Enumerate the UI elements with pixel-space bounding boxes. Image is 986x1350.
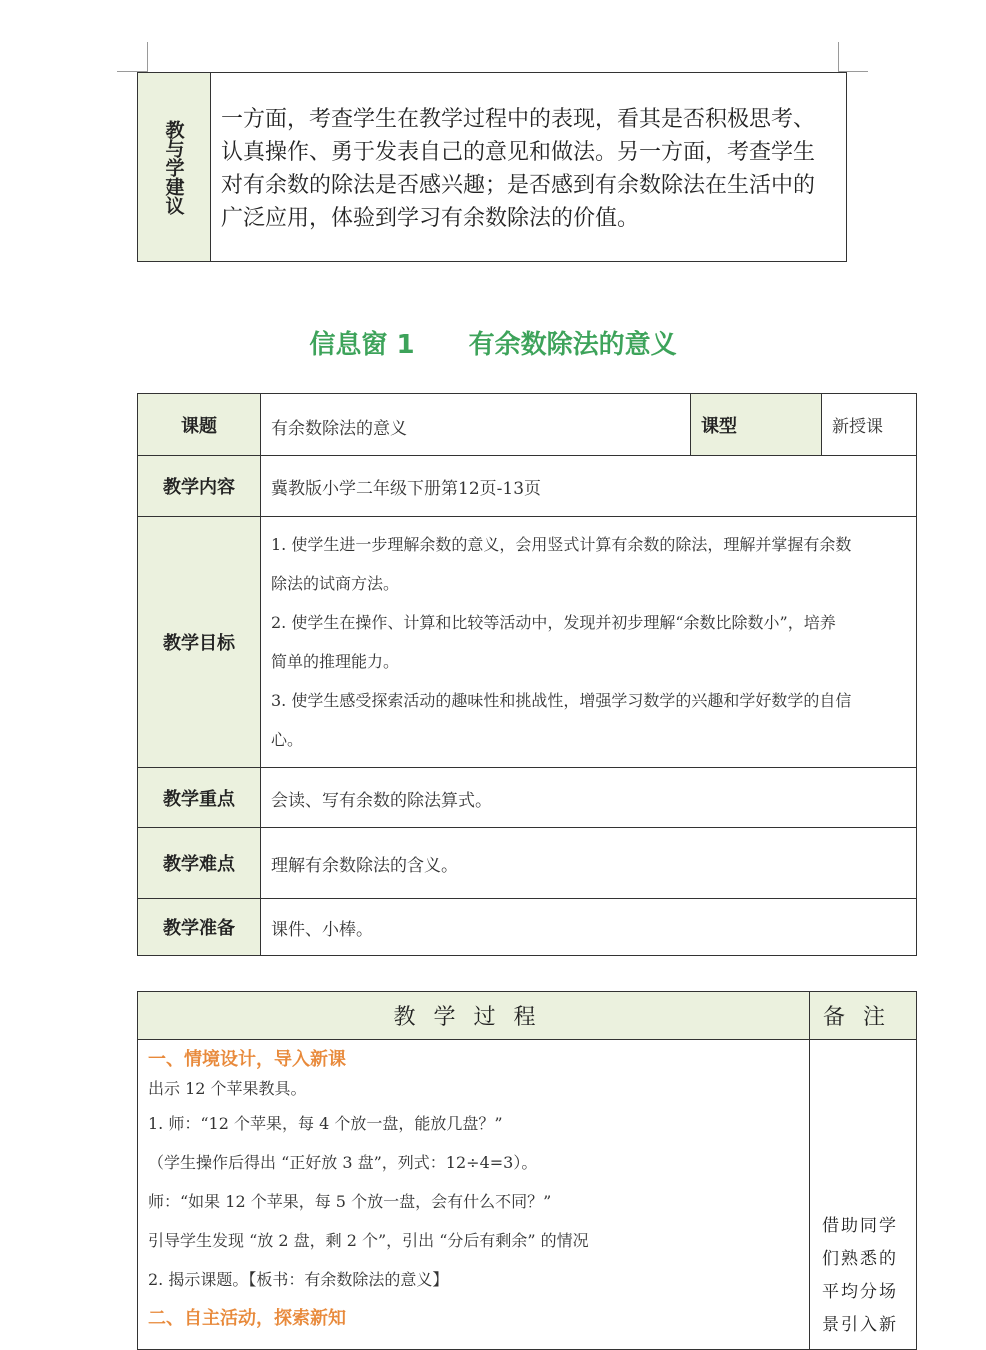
teaching-suggestion-box <box>137 72 847 262</box>
preparation-label: 教学准备 <box>138 899 261 956</box>
content-value: 冀教版小学二年级下册第12页-13页 <box>261 456 917 517</box>
process-note <box>810 1040 917 1350</box>
goal-line: 简单的推理能力。 <box>271 652 400 671</box>
suggestion-line: 广泛应用，体验到学习有余数除法的价值。 <box>221 206 640 231</box>
note-line: 们熟悉的 <box>822 1249 898 1269</box>
section-title <box>0 324 986 361</box>
difficulty-value: 理解有余数除法的含义。 <box>261 828 917 899</box>
notes-header: 备注 <box>810 992 917 1040</box>
goal-label: 教学目标 <box>138 517 261 768</box>
note-line: 借助同学 <box>822 1216 898 1236</box>
process-line: （学生操作后得出 “正好放 3 盘”，列式：12÷4=3）。 <box>148 1153 538 1172</box>
process-header: 教学过程 <box>138 992 810 1040</box>
goal-line: 除法的试商方法。 <box>271 574 400 593</box>
note-line: 平均分场 <box>822 1282 898 1302</box>
suggestion-side-label: 教与学建议 <box>162 119 185 215</box>
process-body <box>138 1040 810 1350</box>
goal-line: 心。 <box>271 730 304 749</box>
lesson-info-table <box>137 393 917 956</box>
process-line: 2. 揭示课题。【板书：有余数除法的意义】 <box>148 1270 449 1289</box>
type-value: 新授课 <box>822 394 917 456</box>
process-line: 1. 师：“12 个苹果，每 4 个放一盘，能放几盘？” <box>148 1114 503 1133</box>
suggestion-line: 对有余数的除法是否感兴趣；是否感到有余数除法在生活中的 <box>221 173 816 198</box>
topic-value: 有余数除法的意义 <box>261 394 691 456</box>
goal-line: 3. 使学生感受探索活动的趣味性和挑战性，增强学习数学的兴趣和学好数学的自信 <box>271 691 852 710</box>
suggestion-side-label-cell <box>138 73 211 261</box>
goal-line: 1. 使学生进一步理解余数的意义，会用竖式计算有余数的除法，理解并掌握有余数 <box>271 535 852 554</box>
topic-label: 课题 <box>138 394 261 456</box>
goal-line: 2. 使学生在操作、计算和比较等活动中，发现并初步理解“余数比除数小”，培养 <box>271 613 836 632</box>
process-line: 师：“如果 12 个苹果，每 5 个放一盘，会有什么不同？” <box>148 1192 552 1211</box>
suggestion-line: 认真操作、勇于发表自己的意见和做法。另一方面，考查学生 <box>221 140 816 165</box>
suggestion-line: 一方面，考查学生在教学过程中的表现，看其是否积极思考、 <box>221 107 816 132</box>
section-heading: 有余数除法的意义 <box>468 330 677 360</box>
process-line: 引导学生发现 “放 2 盘，剩 2 个”，引出 “分后有剩余” 的情况 <box>148 1231 589 1250</box>
process-line: 出示 12 个苹果教具。 <box>148 1079 307 1098</box>
suggestion-text <box>211 73 846 261</box>
step-two-title: 二、自主活动，探索新知 <box>148 1308 346 1329</box>
step-one-title: 一、情境设计，导入新课 <box>148 1049 346 1070</box>
teaching-process-table <box>137 991 917 1350</box>
section-label: 信息窗 1 <box>309 330 415 360</box>
note-line: 景引入新 <box>822 1315 898 1335</box>
type-label: 课型 <box>691 394 822 456</box>
key-point-value: 会读、写有余数的除法算式。 <box>261 768 917 828</box>
crop-mark <box>147 42 148 72</box>
crop-mark <box>838 42 839 72</box>
difficulty-label: 教学难点 <box>138 828 261 899</box>
preparation-value: 课件、小棒。 <box>261 899 917 956</box>
content-label: 教学内容 <box>138 456 261 517</box>
key-point-label: 教学重点 <box>138 768 261 828</box>
goal-list <box>261 517 917 768</box>
